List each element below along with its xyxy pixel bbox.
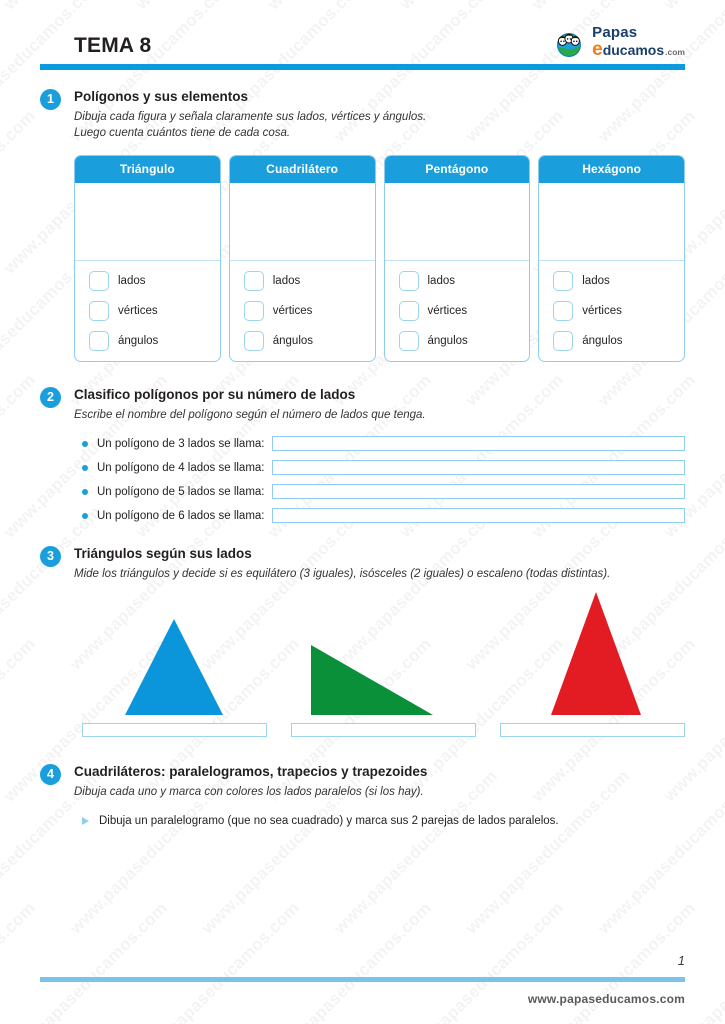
- count-box-vertices[interactable]: [89, 301, 109, 321]
- count-row: [399, 301, 530, 321]
- polygon-card-header: Cuadrilátero: [230, 156, 375, 183]
- polygon-card-triangulo: [74, 155, 221, 362]
- brand-tld: .com: [665, 46, 685, 57]
- count-label: lados: [582, 275, 610, 288]
- brand-e-letter: e: [592, 38, 603, 60]
- section-1: [40, 88, 685, 362]
- count-box-lados[interactable]: [553, 271, 573, 291]
- triangle-exercises: [40, 592, 685, 737]
- page-number: 1: [677, 953, 685, 968]
- polygon-card-counts: [539, 261, 684, 361]
- triangle-answer-input-1[interactable]: [82, 723, 267, 737]
- red-tall-isosceles-triangle: [500, 592, 685, 717]
- polygon-card-cuadrilatero: [229, 155, 376, 362]
- drawing-area[interactable]: [385, 183, 530, 261]
- count-label: vértices: [118, 305, 158, 318]
- count-row: [244, 331, 375, 351]
- count-label: ángulos: [427, 335, 468, 348]
- count-box-lados[interactable]: [399, 271, 419, 291]
- section-1-instructions-line2: Luego cuenta cuántos tiene de cada cosa.: [74, 126, 291, 139]
- polygon-card-counts: [75, 261, 220, 361]
- count-label: vértices: [272, 305, 313, 318]
- count-row: [553, 331, 684, 351]
- section-4: [40, 763, 685, 829]
- section-3-badge: 3: [40, 546, 61, 567]
- triangle-answer-input-3[interactable]: [500, 723, 685, 737]
- count-row: [89, 271, 220, 291]
- question-row: [82, 460, 685, 475]
- section-2-title: Clasifico polígonos por su número de lados: [74, 387, 356, 403]
- count-box-angulos[interactable]: [244, 331, 264, 351]
- count-box-angulos[interactable]: [399, 331, 419, 351]
- drawing-area[interactable]: [539, 183, 684, 261]
- count-box-angulos[interactable]: [89, 331, 109, 351]
- section-4-badge: 4: [40, 764, 61, 785]
- count-row: [244, 271, 375, 291]
- polygon-card-counts: [230, 261, 375, 361]
- footer-url: www.papaseducamos.com: [527, 992, 685, 1006]
- count-box-lados[interactable]: [244, 271, 264, 291]
- polygon-card-header: Hexágono: [539, 156, 684, 183]
- page-header: [40, 0, 685, 62]
- section-1-badge: 1: [40, 89, 61, 110]
- question-row: [82, 436, 685, 451]
- polygon-card-pentagono: [384, 155, 531, 362]
- answer-input-6-lados[interactable]: [272, 508, 686, 523]
- count-row: [244, 301, 375, 321]
- section-4-instructions: Dibuja cada uno y marca con colores los lados paralelos (si los hay).: [74, 785, 424, 798]
- drawing-area[interactable]: [75, 183, 220, 261]
- question-label: Un polígono de 6 lados se llama:: [97, 509, 265, 522]
- count-box-angulos[interactable]: [553, 331, 573, 351]
- section-4-title: Cuadriláteros: paralelogramos, trapecios y trapezoides: [74, 763, 428, 779]
- question-label: Un polígono de 5 lados se llama:: [97, 485, 265, 498]
- blue-isosceles-triangle: [82, 592, 267, 717]
- question-row: [82, 484, 685, 499]
- brand-ducamos: ducamos: [602, 41, 665, 58]
- section-2-head: [40, 386, 685, 423]
- polygon-card-counts: [385, 261, 530, 361]
- section-3-instructions: Mide los triángulos y decide si es equilátero (3 iguales), isósceles (2 iguales) o escaleno (todas distintas).: [74, 567, 611, 580]
- bullet-triangle-icon: [82, 817, 89, 825]
- section-3-head: [40, 545, 685, 582]
- triangle-cell-3: [500, 592, 685, 737]
- section-2-badge: 2: [40, 387, 61, 408]
- question-label: Un polígono de 4 lados se llama:: [97, 461, 265, 474]
- triangle-cell-2: [291, 592, 476, 737]
- section-2: [40, 386, 685, 523]
- answer-input-4-lados[interactable]: [272, 460, 686, 475]
- section-3-title: Triángulos según sus lados: [74, 546, 252, 562]
- brand-educamos: [592, 38, 685, 60]
- section-1-instructions-line1: Dibuja cada figura y señala claramente sus lados, vértices y ángulos.: [74, 110, 427, 123]
- polygon-card-hexagono: [538, 155, 685, 362]
- count-box-lados[interactable]: [89, 271, 109, 291]
- brand-wordmark: [592, 25, 685, 60]
- answer-input-3-lados[interactable]: [272, 436, 686, 451]
- section-1-title: Polígonos y sus elementos: [74, 89, 249, 104]
- section-1-instructions: [74, 109, 685, 142]
- task-row: [40, 813, 685, 829]
- polygon-card-header: Pentágono: [385, 156, 530, 183]
- polygon-cards: [40, 155, 685, 362]
- count-label: lados: [118, 275, 146, 288]
- count-box-vertices[interactable]: [244, 301, 264, 321]
- answer-input-5-lados[interactable]: [272, 484, 686, 499]
- count-label: vértices: [582, 305, 622, 318]
- triangle-cell-1: [82, 592, 267, 737]
- section-1-head: [40, 88, 685, 141]
- brand-logo: [552, 25, 685, 60]
- count-label: lados: [272, 275, 301, 288]
- polygon-name-questions: [40, 436, 685, 523]
- header-divider: [40, 64, 685, 70]
- count-label: lados: [427, 275, 455, 288]
- drawing-area[interactable]: [230, 183, 375, 261]
- kids-globe-logo-icon: [552, 25, 586, 59]
- task-label: Dibuja un paralelogramo (que no sea cuadrado) y marca sus 2 parejas de lados paralelos.: [99, 814, 559, 827]
- bullet-dot-icon: [82, 441, 88, 447]
- count-label: vértices: [427, 305, 468, 318]
- triangle-answer-input-2[interactable]: [291, 723, 476, 737]
- count-label: ángulos: [582, 335, 623, 348]
- count-row: [89, 301, 220, 321]
- section-4-head: [40, 763, 685, 800]
- count-label: ángulos: [118, 335, 159, 348]
- question-row: [82, 508, 685, 523]
- brand-papas: Papas: [592, 23, 638, 41]
- green-right-triangle: [291, 592, 476, 717]
- bullet-dot-icon: [82, 465, 88, 471]
- question-label: Un polígono de 3 lados se llama:: [97, 437, 265, 450]
- count-box-vertices[interactable]: [399, 301, 419, 321]
- count-label: ángulos: [272, 335, 314, 348]
- count-row: [399, 271, 530, 291]
- section-2-instructions: Escribe el nombre del polígono según el número de lados que tenga.: [74, 408, 426, 421]
- footer-divider: [40, 977, 685, 982]
- bullet-dot-icon: [82, 513, 88, 519]
- count-row: [553, 271, 684, 291]
- count-row: [553, 301, 684, 321]
- section-3: [40, 545, 685, 737]
- count-row: [399, 331, 530, 351]
- count-row: [89, 331, 220, 351]
- polygon-card-header: Triángulo: [75, 156, 220, 183]
- bullet-dot-icon: [82, 489, 88, 495]
- count-box-vertices[interactable]: [553, 301, 573, 321]
- page-title: TEMA 8: [74, 34, 152, 57]
